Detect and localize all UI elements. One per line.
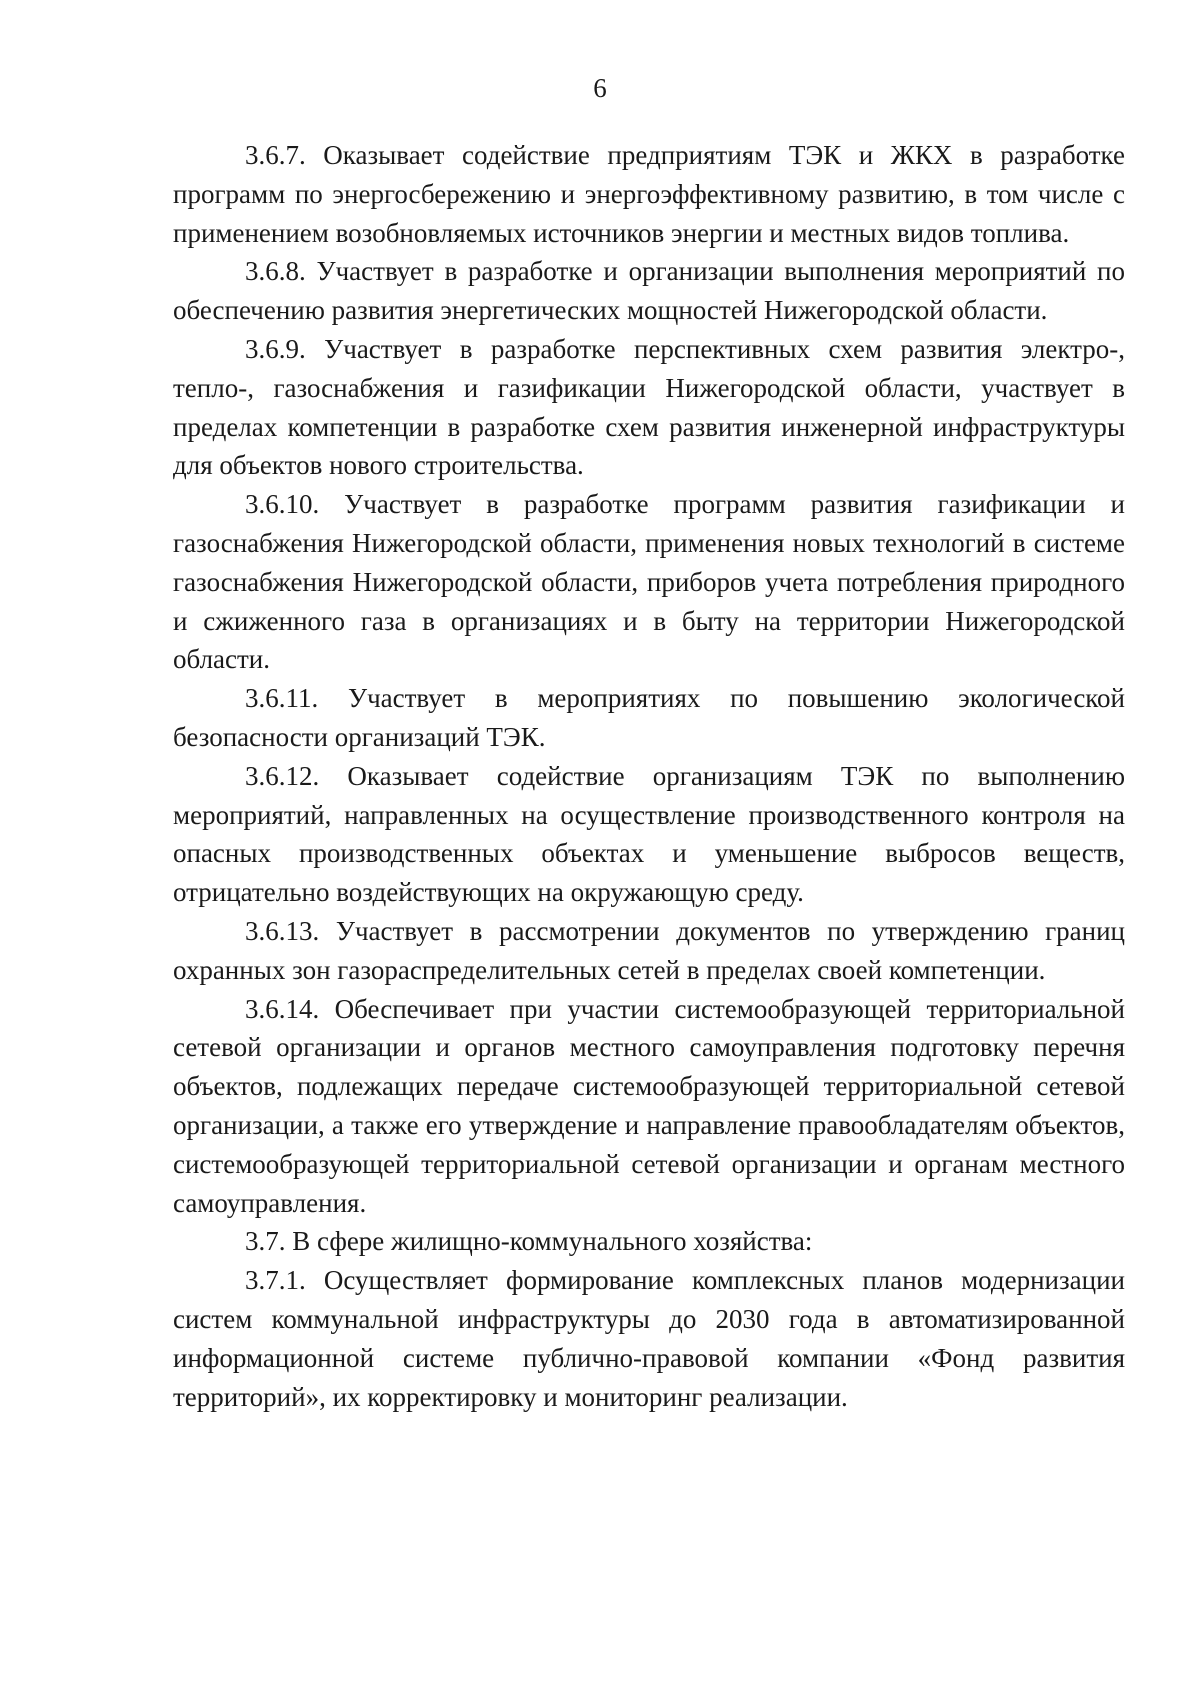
- paragraph-3-6-13: 3.6.13. Участвует в рассмотрении документов по утверждению границ охранных зон газораспределительных сетей в пределах своей компетенции.: [173, 915, 1125, 985]
- section-heading-3-7: 3.7. В сфере жилищно-коммунального хозяйства:: [245, 1226, 813, 1257]
- paragraph-3-6-8: 3.6.8. Участвует в разработке и организации выполнения мероприятий по обеспечению развития энергетических мощностей Нижегородской области.: [173, 256, 1125, 326]
- paragraph-3-6-14: 3.6.14. Обеспечивает при участии системообразующей территориальной сетевой организации и органов местного самоуправления подготовку перечня объектов, подлежащих передаче системообразующей территориальной сетевой организации, а также его утверждение и направление правообладателям объектов, системообразующей территориальной сетевой организации и органам местного самоуправления.: [173, 993, 1125, 1218]
- page-number: 6: [593, 73, 607, 103]
- paragraph-3-6-11: 3.6.11. Участвует в мероприятиях по повышению экологической безопасности организаций ТЭК.: [173, 683, 1125, 752]
- document-body: [173, 136, 1125, 1416]
- paragraph-3-6-12: 3.6.12. Оказывает содействие организациям ТЭК по выполнению мероприятий, направленных на осуществление производственного контроля на опасных производственных объектах и уменьшение выбросов веществ, отрицательно воздействующих на окружающую среду.: [173, 760, 1125, 908]
- paragraph-3-7-1: 3.7.1. Осуществляет формирование комплексных планов модернизации систем коммунальной инфраструктуры до 2030 года в автоматизированной информационной системе публично-правовой компании «Фонд развития территорий», их корректировку и мониторинг реализации.: [173, 1265, 1125, 1412]
- paragraph-3-6-9: 3.6.9. Участвует в разработке перспективных схем развития электро-, тепло-, газоснабжения и газификации Нижегородской области, участвует в пределах компетенции в разработке схем развития инженерной инфраструктуры для объектов нового строительства.: [173, 333, 1125, 481]
- paragraph-3-6-7: 3.6.7. Оказывает содействие предприятиям ТЭК и ЖКХ в разработке программ по энергосбережению и энергоэффективному развитию, в том числе с применением возобновляемых источников энергии и местных видов топлива.: [173, 140, 1125, 248]
- paragraph-3-6-10: 3.6.10. Участвует в разработке программ развития газификации и газоснабжения Нижегородской области, применения новых технологий в системе газоснабжения Нижегородской области, приборов учета потребления природного и сжиженного газа в организациях и в быту на территории Нижегородской области.: [173, 489, 1125, 675]
